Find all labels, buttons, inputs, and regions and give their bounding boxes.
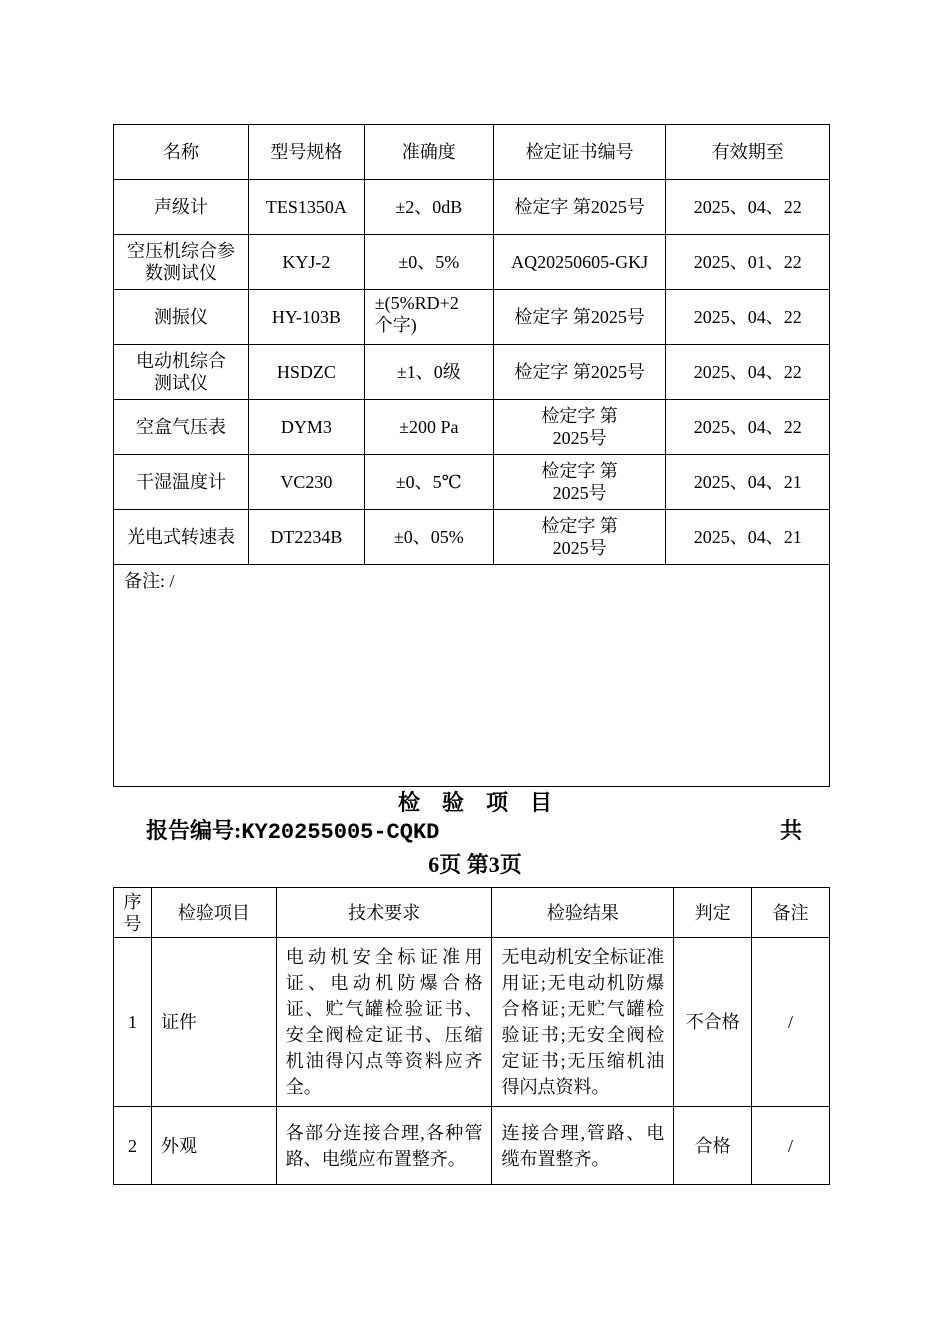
instrument-row	[114, 180, 830, 235]
instrument-model: VC230	[248, 455, 364, 510]
header-model: 型号规格	[248, 125, 364, 180]
instrument-row	[114, 235, 830, 290]
instrument-row	[114, 510, 830, 565]
row-verdict: 合格	[674, 1107, 752, 1185]
report-number-label: 报告编号:	[146, 818, 242, 843]
header-no: 序号	[114, 888, 152, 938]
instrument-accuracy: ±0、05%	[364, 510, 493, 565]
instrument-cert: 检定字 第2025号	[493, 180, 666, 235]
inspection-table	[113, 887, 830, 1185]
instrument-accuracy: ±1、0级	[364, 345, 493, 400]
header-cert: 检定证书编号	[493, 125, 666, 180]
instrument-valid: 2025、04、22	[666, 400, 830, 455]
section-title: 检验项目	[397, 790, 574, 815]
instrument-cert: AQ20250605-GKJ	[493, 235, 666, 290]
row-item: 外观	[151, 1107, 276, 1185]
instrument-cert: 检定字 第2025号	[493, 455, 666, 510]
row-verdict: 不合格	[674, 938, 752, 1107]
instrument-valid: 2025、04、22	[666, 345, 830, 400]
instrument-accuracy: ±(5%RD+2个字)	[364, 290, 493, 345]
row-item: 证件	[151, 938, 276, 1107]
header-accuracy: 准确度	[364, 125, 493, 180]
instrument-valid: 2025、04、21	[666, 455, 830, 510]
header-valid: 有效期至	[666, 125, 830, 180]
report-number	[146, 814, 439, 845]
instrument-cert: 检定字 第2025号	[493, 290, 666, 345]
row-result: 无电动机安全标证准用证;无电动机防爆合格证;无贮气罐检验证书;无安全阀检定证书;无压缩机油得闪点资料。	[492, 938, 674, 1107]
instrument-accuracy: ±200 Pa	[364, 400, 493, 455]
row-note: /	[752, 938, 830, 1107]
instrument-row	[114, 455, 830, 510]
instrument-valid: 2025、01、22	[666, 235, 830, 290]
row-requirement: 电动机安全标证准用证、电动机防爆合格证、贮气罐检验证书、安全阀检定证书、压缩机油得闪点等资料应齐全。	[276, 938, 492, 1107]
instrument-model: TES1350A	[248, 180, 364, 235]
instrument-accuracy: ±2、0dB	[364, 180, 493, 235]
total-pages-prefix: 共	[780, 818, 803, 843]
instrument-accuracy: ±0、5%	[364, 235, 493, 290]
header-result: 检验结果	[492, 888, 674, 938]
instrument-model: DT2234B	[248, 510, 364, 565]
instrument-cert: 检定字 第2025号	[493, 510, 666, 565]
row-requirement: 各部分连接合理,各种管路、电缆应布置整齐。	[276, 1107, 492, 1185]
instrument-cert: 检定字 第2025号	[493, 345, 666, 400]
instrument-name: 电动机综合测试仪	[114, 345, 249, 400]
instrument-name: 空盒气压表	[114, 400, 249, 455]
header-name: 名称	[114, 125, 249, 180]
row-no: 2	[114, 1107, 152, 1185]
header-requirement: 技术要求	[276, 888, 492, 938]
report-number-value: KY20255005-CQKD	[241, 820, 440, 845]
row-result: 连接合理,管路、电缆布置整齐。	[492, 1107, 674, 1185]
instrument-accuracy: ±0、5℃	[364, 455, 493, 510]
instrument-model: HY-103B	[248, 290, 364, 345]
instrument-row	[114, 400, 830, 455]
remark-row	[114, 565, 830, 787]
header-item: 检验项目	[151, 888, 276, 938]
instrument-valid: 2025、04、22	[666, 290, 830, 345]
instrument-valid: 2025、04、22	[666, 180, 830, 235]
instrument-model: DYM3	[248, 400, 364, 455]
instrument-model: HSDZC	[248, 345, 364, 400]
remark-text: 备注: /	[114, 565, 830, 787]
header-verdict: 判定	[674, 888, 752, 938]
instrument-name: 光电式转速表	[114, 510, 249, 565]
row-note: /	[752, 1107, 830, 1185]
instrument-valid: 2025、04、21	[666, 510, 830, 565]
instrument-table	[113, 124, 830, 787]
instrument-row	[114, 290, 830, 345]
page-info: 6页 第3页	[428, 852, 522, 877]
instrument-model: KYJ-2	[248, 235, 364, 290]
header-note: 备注	[752, 888, 830, 938]
instrument-row	[114, 345, 830, 400]
instrument-name: 声级计	[114, 180, 249, 235]
inspection-header-row	[114, 888, 830, 938]
instrument-header-row	[114, 125, 830, 180]
instrument-name: 干湿温度计	[114, 455, 249, 510]
instrument-cert: 检定字 第2025号	[493, 400, 666, 455]
inspection-row	[114, 938, 830, 1107]
row-no: 1	[114, 938, 152, 1107]
instrument-name: 测振仪	[114, 290, 249, 345]
inspection-row	[114, 1107, 830, 1185]
instrument-name: 空压机综合参数测试仪	[114, 235, 249, 290]
